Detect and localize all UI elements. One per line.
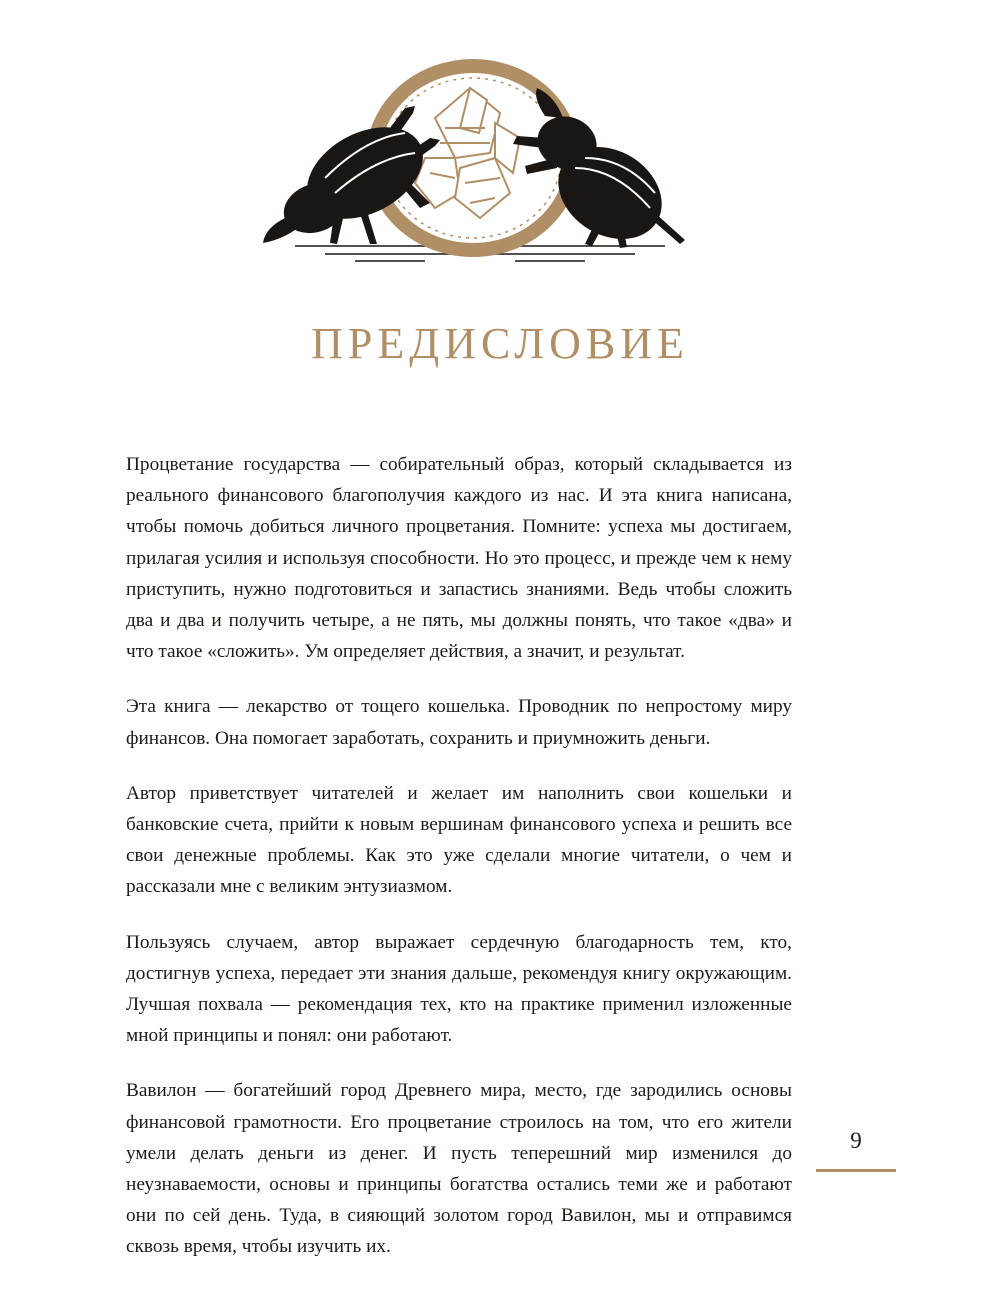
- paragraph: Пользуясь случаем, автор выражает сердечную благодарность тем, кто, достигнув успеха, передает эти знания дальше, рекомендуя книгу окружающим. Лучшая похвала — рекомендация тех, кто на практике применил изложенные мной принципы и понял: они работают.: [126, 931, 792, 1047]
- beetles-coin-illustration: [255, 58, 695, 278]
- page-number-rule: [816, 1169, 896, 1172]
- paragraph: Вавилон — богатейший город Древнего мира, место, где зародились основы финансовой грамотности. Его процветание строилось на том, что его жители умели делать деньги из денег. И пусть теперешний мир изменился до неузнаваемости, основы и принципы богатства остались теми же и работают они по сей день. Туда, в сияющий золотом город Вавилон, мы и отправимся сквозь время, чтобы изучить их.: [126, 1080, 792, 1258]
- body-text: [126, 449, 792, 1287]
- paragraph: Процветание государства — собирательный образ, который складывается из реального финансового благополучия каждого из нас. И эта книга написана, чтобы помочь добиться личного процветания. Помните: успеха мы достигаем, прилагая усилия и используя способности. Но это процесс, и прежде чем к нему приступить, нужно подготовиться и запастись знаниями. Ведь чтобы сложить два и два и получить четыре, а не пять, мы должны понять, что такое «два» и что такое «сложить». Ум определяет действия, а значит, и результат.: [126, 454, 792, 663]
- page-title: ПРЕДИСЛОВИЕ: [311, 319, 689, 368]
- page-number: 9: [850, 1128, 862, 1153]
- paragraph: Эта книга — лекарство от тощего кошелька. Проводник по непростому миру финансов. Она помогает заработать, сохранить и приумножить деньги.: [126, 696, 792, 749]
- paragraph: Автор приветствует читателей и желает им наполнить свои кошельки и банковские счета, прийти к новым вершинам финансового успеха и решить все свои денежные проблемы. Как это уже сделали многие читатели, о чем и рассказали мне с великим энтузиазмом.: [126, 782, 792, 898]
